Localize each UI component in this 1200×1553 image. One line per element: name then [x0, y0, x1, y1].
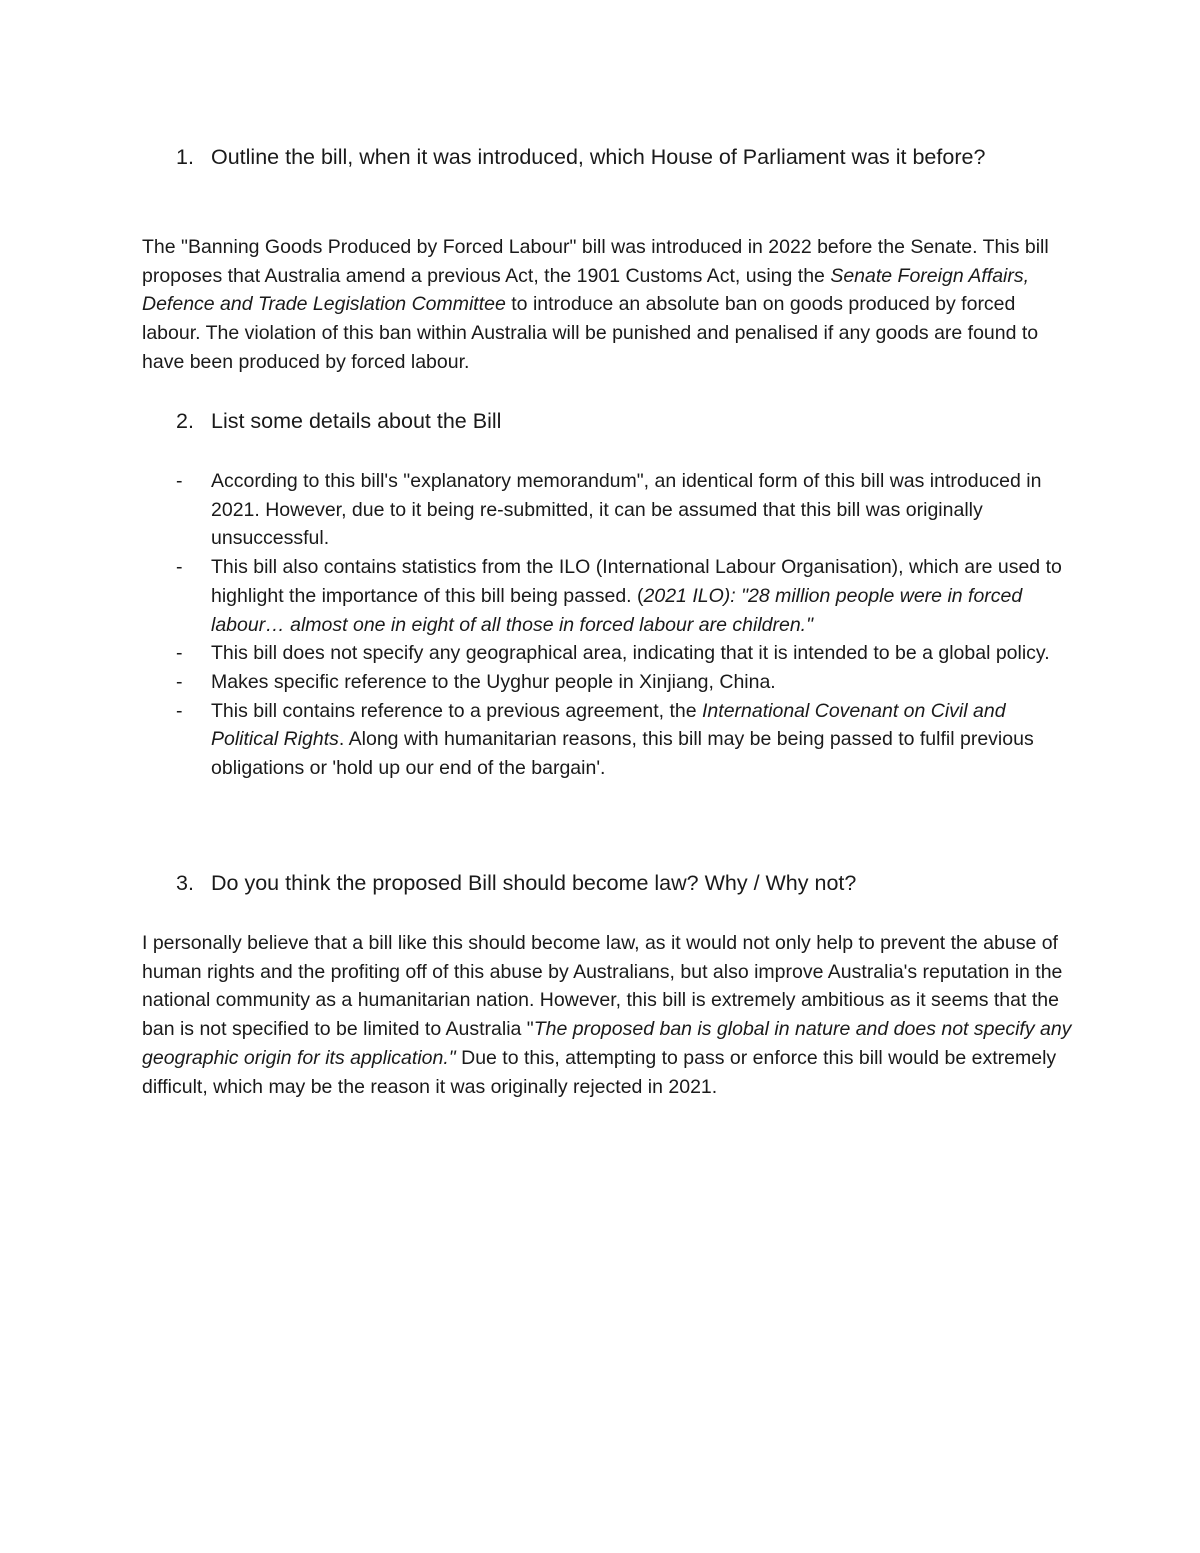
- bullet-5-text-a: This bill contains reference to a previous agreement, the: [211, 699, 703, 722]
- bullet-4-text: Makes specific reference to the Uyghur people in Xinjiang, China.: [211, 670, 776, 693]
- bullet-item: [142, 668, 1072, 697]
- answer-3-italic-quote: The proposed ban is global in nature and does not specify any geographic origin for its application.": [142, 1018, 1072, 1069]
- bullet-item: [142, 467, 1072, 553]
- question-1-number: 1.: [176, 145, 194, 169]
- answer-3-paragraph: [142, 929, 1072, 1101]
- answer-1-italic-committee: Senate Foreign Affairs, Defence and Trade Legislation Committee: [142, 264, 1030, 316]
- answer-3-text-b: Due to this, attempting to pass or enforce this bill would be extremely difficult, which may be the reason it was originally rejected in 2021.: [142, 1046, 1057, 1098]
- bullet-dash: -: [176, 556, 183, 579]
- bullet-2-italic-quote: 2021 ILO): "28 million people were in forced labour… almost one in eight of all those in forced labour are children.": [211, 584, 1023, 636]
- question-1: [142, 143, 1042, 172]
- bullet-dash: -: [176, 699, 183, 722]
- question-3-number: 3.: [176, 871, 194, 895]
- answer-1-paragraph: [142, 233, 1072, 377]
- question-3: [142, 869, 1042, 898]
- bullet-item: [142, 697, 1072, 783]
- bullet-2-text: This bill also contains statistics from the ILO (International Labour Organisation), which are used to highlight the importance of this bill being passed. (: [211, 556, 1062, 607]
- bullet-5-text-b: . Along with humanitarian reasons, this bill may be being passed to fulfil previous obligations or 'hold up our end of the bargain'.: [211, 728, 1034, 780]
- bullet-dash: -: [176, 642, 183, 665]
- bullet-3-text: This bill does not specify any geographical area, indicating that it is intended to be a global policy.: [211, 642, 1050, 665]
- question-3-text: Do you think the proposed Bill should become law? Why / Why not?: [211, 871, 857, 895]
- question-1-text: Outline the bill, when it was introduced, which House of Parliament was it before?: [211, 145, 986, 169]
- question-2-text: List some details about the Bill: [211, 409, 502, 433]
- bullet-5-italic-covenant: International Covenant on Civil and Political Rights: [211, 699, 1006, 751]
- answer-1-text-a: The "Banning Goods Produced by Forced Labour" bill was introduced in 2022 before the Senate. This bill proposes that Australia amend a previous Act, the 1901 Customs Act, using the: [142, 236, 1049, 287]
- bullet-1-text: According to this bill's "explanatory memorandum", an identical form of this bill was introduced in 2021. However, due to it being re-submitted, it can be assumed that this bill was originally unsuccessful.: [211, 470, 1042, 550]
- bullet-item: [142, 553, 1072, 639]
- answer-3-text-a: I personally believe that a bill like this should become law, as it would not only help to prevent the abuse of human rights and the profiting off of this abuse by Australians, but also improve Australia's reputation in the national community as a humanitarian nation. However, this bill is extremely ambitious as it seems that the ban is not specified to be limited to Australia ": [142, 932, 1063, 1041]
- bullet-dash: -: [176, 470, 183, 492]
- question-2: [142, 407, 1042, 436]
- question-2-number: 2.: [176, 409, 194, 433]
- bullet-item: [142, 639, 1072, 668]
- bullet-dash: -: [176, 670, 183, 693]
- details-bullet-list: [142, 467, 1072, 783]
- answer-1-text-b: to introduce an absolute ban on goods produced by forced labour. The violation of this ban within Australia will be punished and penalised if any goods are found to have been produced by forced labour.: [142, 293, 1039, 373]
